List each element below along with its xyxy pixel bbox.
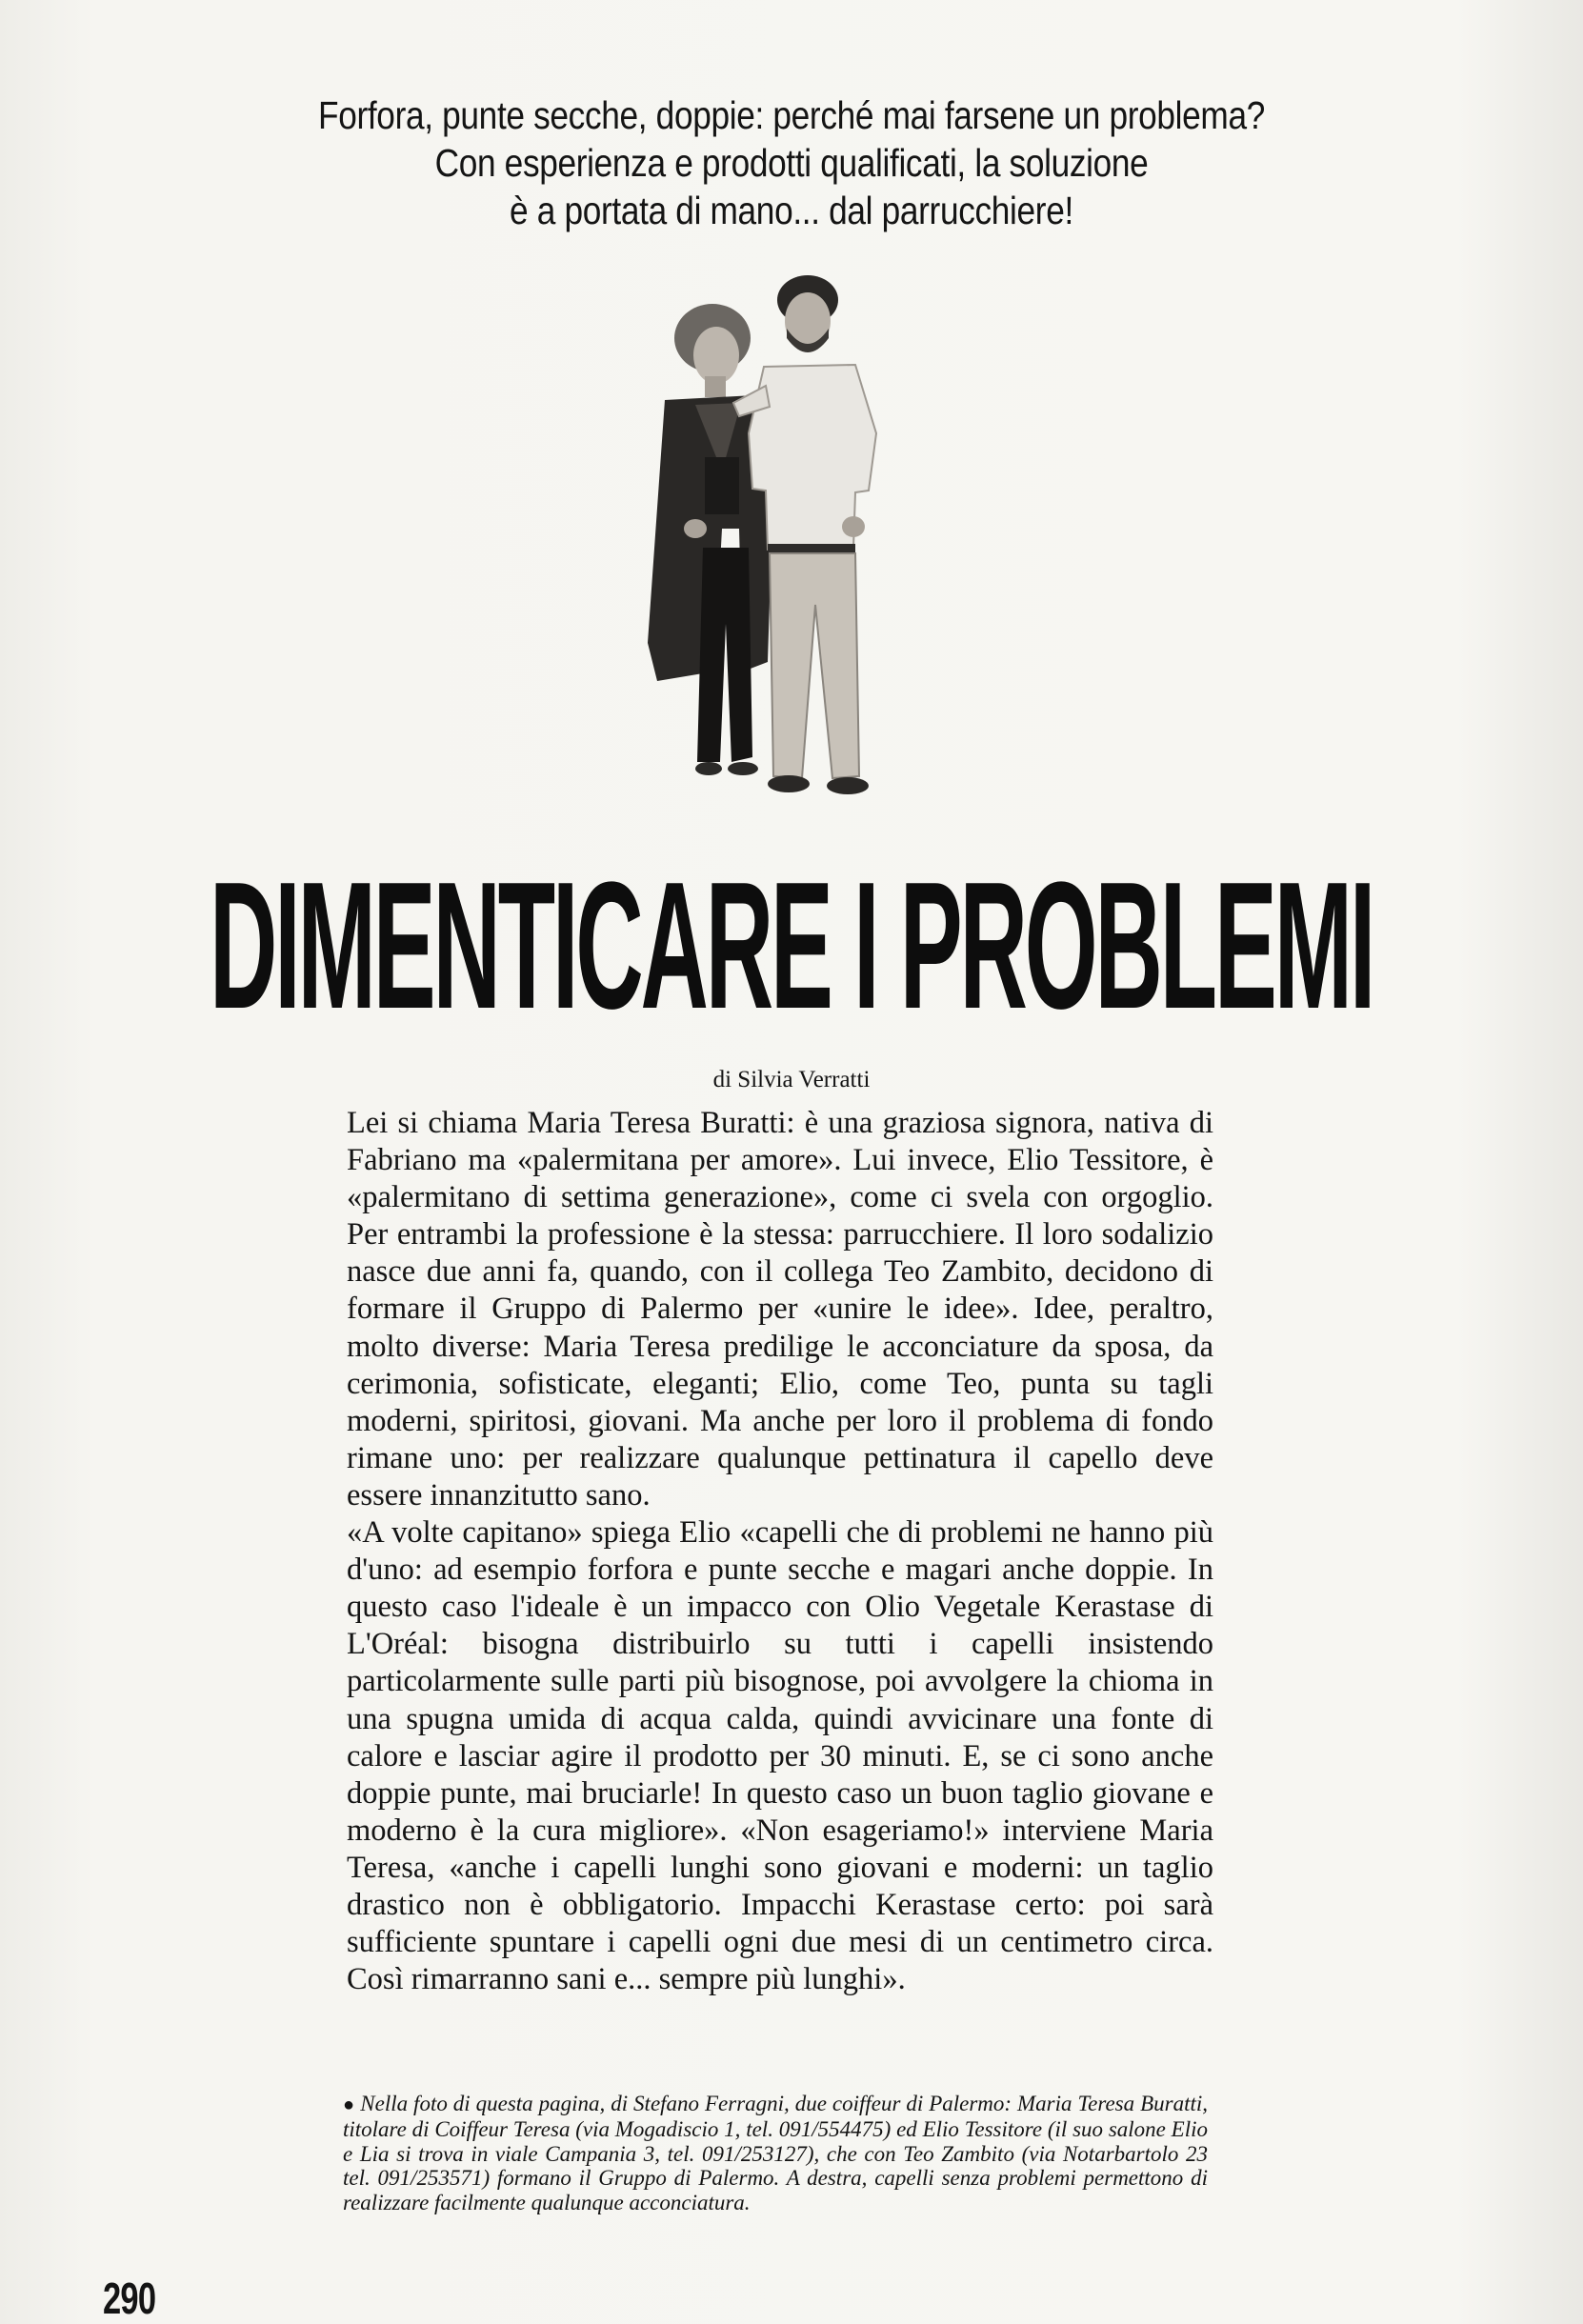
caption-text: Nella foto di questa pagina, di Stefano Ferragni, due coiffeur di Palermo: Maria Teresa Buratti, titolare di Coiffeur Teresa (via Mogadiscio 1, tel. 091/554475) ed Elio Tessitore (il suo salone Elio e Lia si trova in viale Campania 3, tel. 091/253127), che con Teo Zambito (via Notarbartolo 23 tel. 091/253571) formano il Gruppo di Palermo. A destra, capelli senza problemi permettono di realizzare facilmente qualunque acconciatura. (343, 2092, 1208, 2214)
deck-subheadline (110, 91, 1472, 234)
deck-line-1: Forfora, punte secche, doppie: perché mai farsene un problema? (318, 93, 1265, 137)
hairdressers-photo (552, 243, 952, 843)
deck-line-3: è a portata di mano... dal parrucchiere! (510, 189, 1073, 232)
deck-line-2: Con esperienza e prodotti qualificati, la soluzione (434, 141, 1149, 185)
photo-caption (343, 2092, 1208, 2214)
woman-figure (648, 304, 773, 775)
page-number: 290 (103, 2274, 156, 2323)
headline: DIMENTICARE I PROBLEMI (210, 845, 1373, 1047)
article-paragraph-2: «A volte capitano» spiega Elio «capelli che di problemi ne hanno più d'uno: ad esempio forfora e punte secche e magari anche doppie. In questo caso l'ideale è un impacco con Olio Vegetale Kerastase di L'Oréal: bisogna distribuirlo su tutti i capelli insistendo particolarmente sulle parti più bisognose, poi avvolgere la chioma in una spugna umida di acqua calda, quindi avvicinare una fonte di calore e lasciar agire il prodotto per 30 minuti. E, se ci sono anche doppie punte, mai bruciarle! In questo caso un buon taglio giovane e moderno è la cura migliore». «Non esageriamo!» interviene Maria Teresa, «anche i capelli lunghi sono giovani e moderni: un taglio drastico non è obbligatorio. Impacchi Kerastase certo: poi sarà sufficiente spuntare i capelli ogni due mesi di un centimetro circa. Così rimarranno sani e... sempre più lunghi». (347, 1515, 1213, 1997)
article-paragraph-1: Lei si chiama Maria Teresa Buratti: è una graziosa signora, nativa di Fabriano ma «palermitana per amore». Lui invece, Elio Tessitore, è «palermitano di settima generazione», come ci svela con orgoglio. Per entrambi la professione è la stessa: parrucchiere. Il loro sodalizio nasce due anni fa, quando, con il collega Teo Zambito, decidono di formare il Gruppo di Palermo per «unire le idee». Idee, peraltro, molto diverse: Maria Teresa predilige le acconciature da sposa, da cerimonia, sofisticate, eleganti; Elio, come Teo, punta su tagli moderni, spiritosi, giovani. Ma anche per loro il problema di fondo rimane uno: per realizzare qualunque pettinatura il capello deve essere innanzitutto sano. (347, 1106, 1213, 1513)
byline: di Silvia Verratti (712, 1067, 871, 1092)
bullet-icon: ● (343, 2094, 355, 2115)
article-body (347, 1105, 1213, 1998)
